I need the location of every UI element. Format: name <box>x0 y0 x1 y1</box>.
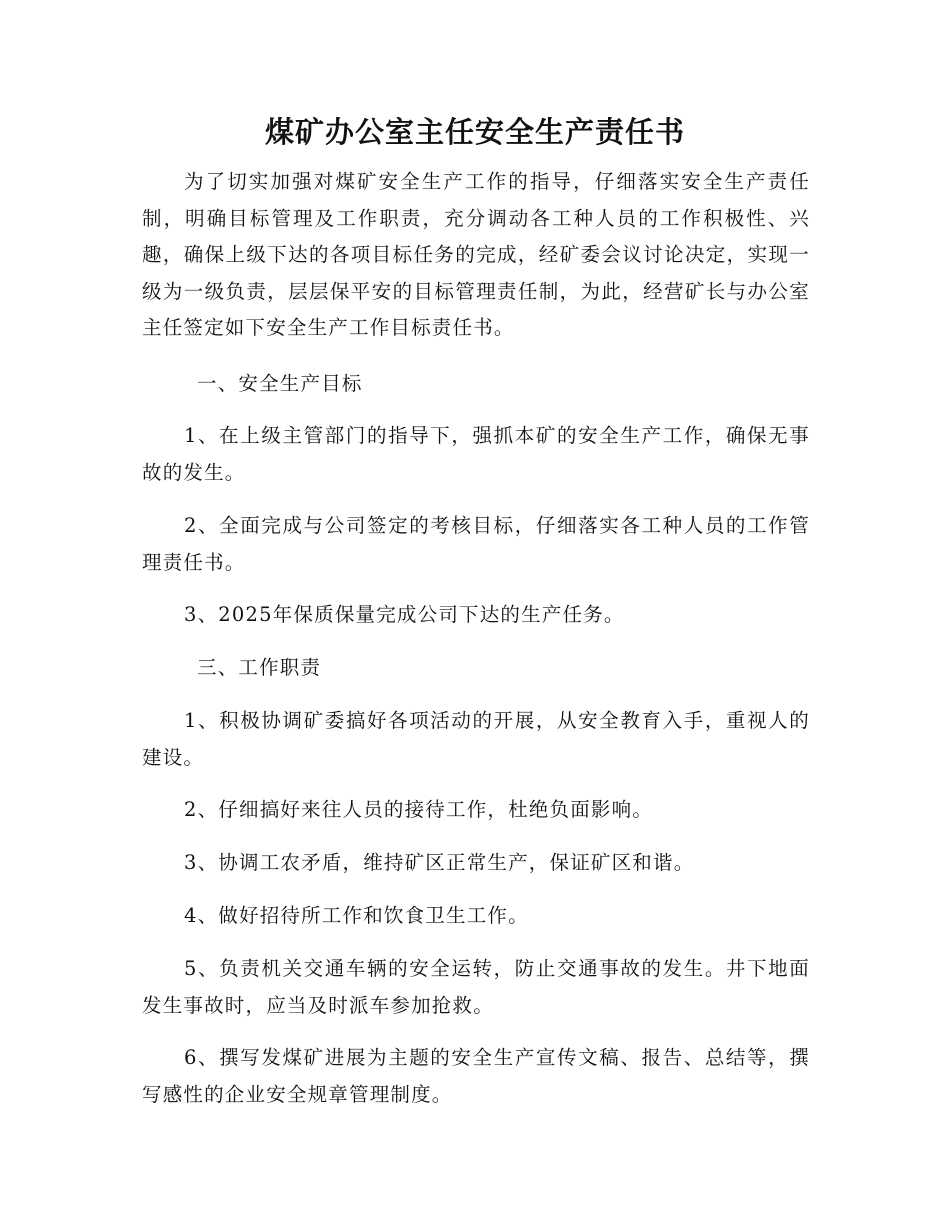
duty-item-2: 2、仔细搞好来往人员的接待工作，杜绝负面影响。 <box>184 798 654 821</box>
duty-item-3: 3、协调工农矛盾，维持矿区正常生产，保证矿区和谐。 <box>184 851 695 874</box>
goal-item-1: 1、在上级主管部门的指导下，强抓本矿的安全生产工作，确保无事故的发生。 <box>142 424 810 484</box>
duty-item-5: 5、负责机关交通车辆的安全运转，防止交通事故的发生。井下地面发生事故时，应当及时派车参加抢救。 <box>142 957 810 1017</box>
duty-item-1: 1、积极协调矿委搞好各项活动的开展，从安全教育入手，重视人的建设。 <box>142 709 810 769</box>
section-heading-duties: 三、工作职责 <box>197 656 322 679</box>
intro-paragraph: 为了切实加强对煤矿安全生产工作的指导，仔细落实安全生产责任制，明确目标管理及工作职责，充分调动各工种人员的工作积极性、兴趣，确保上级下达的各项目标任务的完成，经矿委会议讨论决定，实现一级为一级负责，层层保平安的目标管理责任制，为此，经营矿长与办公室主任签定如下安全生产工作目标责任书。 <box>142 170 810 340</box>
document-title: 煤矿办公室主任安全生产责任书 <box>264 115 685 149</box>
section-heading-safety-goals: 一、安全生产目标 <box>197 372 363 395</box>
duty-item-6: 6、撰写发煤矿进展为主题的安全生产宣传文稿、报告、总结等，撰写感性的企业安全规章管理制度。 <box>142 1046 810 1106</box>
goal-item-2: 2、全面完成与公司签定的考核目标，仔细落实各工种人员的工作管理责任书。 <box>142 514 810 574</box>
duty-item-4: 4、做好招待所工作和饮食卫生工作。 <box>184 904 529 927</box>
goal-item-3: 3、2025年保质保量完成公司下达的生产任务。 <box>184 603 625 626</box>
